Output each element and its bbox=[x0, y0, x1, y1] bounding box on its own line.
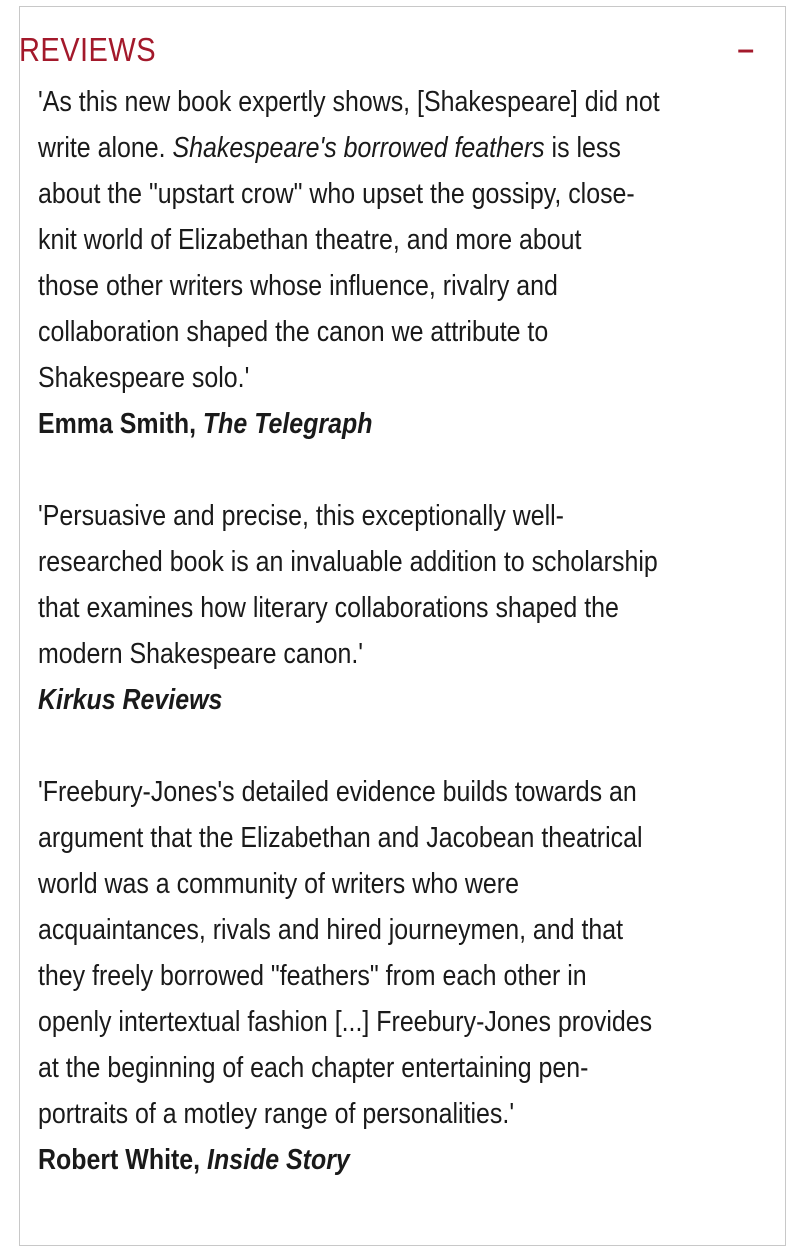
quote-line: argument that the Elizabethan and Jacobean theatrical bbox=[38, 822, 643, 854]
quote-line: they freely borrowed "feathers" from each other in bbox=[38, 960, 587, 992]
quote-line: collaboration shaped the canon we attribute to bbox=[38, 316, 549, 348]
review-attribution bbox=[38, 1137, 778, 1183]
quote-line: knit world of Elizabethan theatre, and more about bbox=[38, 224, 582, 256]
quote-line: write alone. Shakespeare's borrowed feathers is less bbox=[38, 132, 621, 164]
quote-line: modern Shakespeare canon.' bbox=[38, 638, 364, 670]
book-title: Shakespeare's borrowed feathers bbox=[172, 132, 545, 164]
review-quote bbox=[38, 769, 778, 1137]
review-source: Inside Story bbox=[207, 1144, 350, 1176]
review-source: Kirkus Reviews bbox=[38, 684, 223, 716]
review-author: Robert White, bbox=[38, 1144, 208, 1176]
review-item bbox=[38, 769, 778, 1183]
review-attribution bbox=[38, 677, 778, 723]
reviews-content bbox=[38, 79, 778, 1183]
quote-line: 'As this new book expertly shows, [Shakespeare] did not bbox=[38, 86, 660, 118]
review-source: The Telegraph bbox=[202, 408, 373, 440]
quote-line: openly intertextual fashion [...] Freebury-Jones provides bbox=[38, 1006, 653, 1038]
quote-line: Shakespeare solo.' bbox=[38, 362, 250, 394]
quote-line: acquaintances, rivals and hired journeymen, and that bbox=[38, 914, 624, 946]
quote-line: world was a community of writers who were bbox=[38, 868, 519, 900]
quote-line: at the beginning of each chapter entertaining pen- bbox=[38, 1052, 589, 1084]
collapse-button[interactable]: – bbox=[730, 26, 754, 74]
review-item bbox=[38, 79, 778, 447]
quote-line: 'Freebury-Jones's detailed evidence builds towards an bbox=[38, 776, 637, 808]
review-author: Emma Smith, bbox=[38, 408, 203, 440]
quote-line: that examines how literary collaborations shaped the bbox=[38, 592, 619, 624]
review-attribution bbox=[38, 401, 778, 447]
review-quote bbox=[38, 493, 778, 677]
quote-line: those other writers whose influence, rivalry and bbox=[38, 270, 558, 302]
quote-line: portraits of a motley range of personalities.' bbox=[38, 1098, 515, 1130]
quote-line: about the "upstart crow" who upset the gossipy, close- bbox=[38, 178, 635, 210]
section-title: REVIEWS bbox=[19, 31, 157, 68]
reviews-header[interactable] bbox=[19, 26, 754, 74]
review-quote bbox=[38, 79, 778, 401]
review-item bbox=[38, 493, 778, 723]
quote-line: 'Persuasive and precise, this exceptionally well- bbox=[38, 500, 564, 532]
quote-line: researched book is an invaluable addition to scholarship bbox=[38, 546, 658, 578]
